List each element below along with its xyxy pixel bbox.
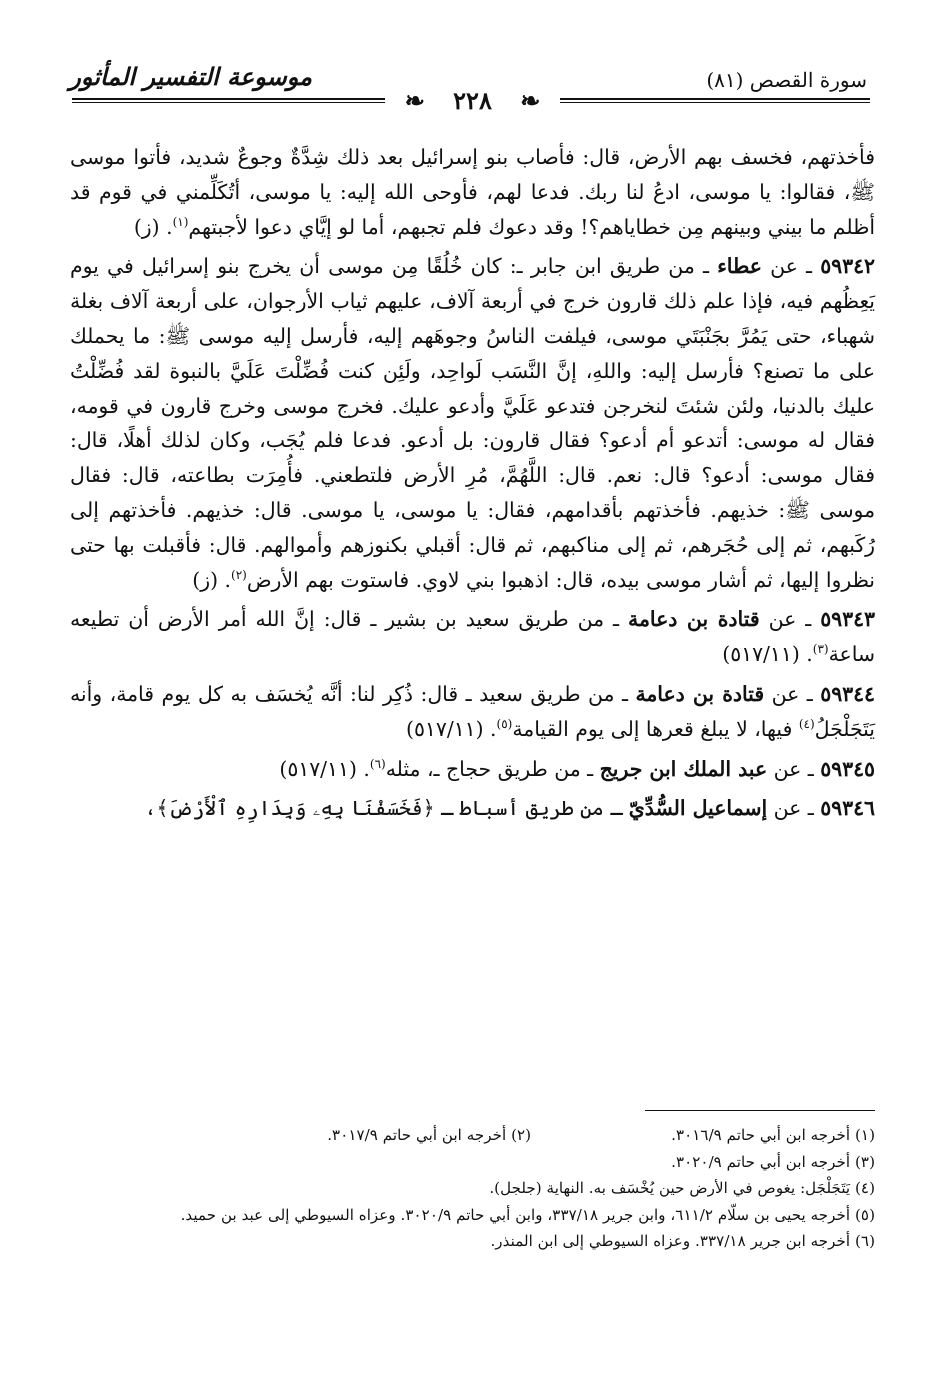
paragraph-continuation [70, 140, 875, 244]
narration-lead: ـ عن [759, 607, 821, 632]
footnote-5: (٥) أخرجه يحيى بن سلّام ٦١١/٢، وابن جرير ٣٣٧/١٨، وابن أبي حاتم ٣٠٢٠/٩. وعزاه السيوطي إلى عبد بن حميد. [180, 1205, 875, 1224]
narration-tail: . (٥١٧/١١) [279, 756, 370, 781]
narration-text: ـ من طريق أسباط ـ ﴿فَخَسَفْنَا بِهِۦ وَبِدَارِهِ ٱلْأَرْضَ﴾، [144, 796, 629, 821]
narration-text: ـ من طريق سعيد ـ قال: ذُكِر لنا: أنَّه يُخسَف به كل يوم قامة، وأنه يَتَجَلْجَلُ [70, 681, 875, 741]
footnote-rule [645, 1110, 875, 1111]
footnotes [70, 1122, 875, 1255]
narrator-name: قتادة بن دعامة [628, 607, 760, 632]
narration-number: ٥٩٣٤٥ [820, 756, 875, 781]
narration-text: ـ من طريق حجاج ـ، مثله [385, 756, 600, 781]
footnote-ref: (٣) [812, 642, 829, 657]
footnote-3: (٣) أخرجه ابن أبي حاتم ٣٠٢٠/٩. [671, 1152, 875, 1171]
footnote-ref: (٢) [231, 567, 247, 582]
narration-text: ـ من طريق سعيد بن بشير ـ قال: إنَّ الله أمر الأرض أن تطيعه ساعة [70, 607, 875, 667]
main-text [70, 140, 875, 826]
narration-tail: . (٥١٧/١١) [406, 716, 497, 741]
narration-number: ٥٩٣٤٣ [820, 607, 875, 632]
narration-lead: ـ عن [761, 254, 821, 279]
paragraph-text: فأخذتهم، فخسف بهم الأرض، قال: فأصاب بنو إسرائيل بعد ذلك شِدَّةٌ وجوعٌ شديد، فأتوا موسى ﷺ، فقالوا: يا موسى، ادعُ لنا ربك. فدعا لهم، فأوحى الله إليه: يا موسى، أتُكَلِّمني في قوم قد أظلم ما بيني وبينهم مِن خطاياهم؟! وقد دعوك فلم تجبهم، أما لو إيَّاي دعوا لأجبتهم [70, 145, 875, 239]
book-title-header: موسوعة التفسير المأثور [69, 62, 312, 91]
ornament-icon: ❧ [510, 86, 550, 115]
paragraph-tail: . (ز) [133, 214, 173, 239]
narration-59345 [70, 752, 875, 787]
narrator-name: إسماعيل السُّدِّيّ [628, 796, 768, 821]
footnote-ref: (٤) [798, 716, 815, 731]
footnote-2: (٢) أخرجه ابن أبي حاتم ٣٠١٧/٩. [327, 1126, 532, 1144]
narration-59344 [70, 677, 875, 747]
footnote-row [70, 1122, 875, 1149]
narration-lead: ـ عن [767, 796, 821, 821]
page-number-row [0, 86, 945, 115]
narrator-name: عطاء [717, 254, 762, 279]
ornament-icon: ❧ [395, 86, 435, 115]
narration-text-cont: فيها، لا يبلغ قعرها إلى يوم القيامة [512, 716, 799, 741]
narration-number: ٥٩٣٤٤ [820, 681, 876, 706]
narrator-name: عبد الملك ابن جريج [599, 756, 768, 781]
narration-number: ٥٩٣٤٢ [820, 254, 875, 279]
narration-tail: . (ز) [192, 567, 231, 592]
narration-59343 [70, 602, 875, 672]
footnote-ref: (٥) [496, 716, 513, 731]
narration-text: ـ من طريق ابن جابر ـ: كان خُلُقًا مِن موسى أن يخرج بنو إسرائيل في يوم يَعِظُهم فيه، فإذا علم ذلك قارون خرج في أربعة آلاف، عليهم ثياب الأرجوان، على أربعة آلاف بغلة شهباء، حتى يَمُرَّ بجَنْبَتَي موسى، فيلفت الناسُ وجوهَهم إليه، فأرسل إليه موسى ﷺ: ما يحملك على ما تصنع؟ فأرسل إليه: واللهِ، إنَّ النَّسَب لَواحِد، ولَئِن كنت فُضِّلْتَ عَلَيَّ بالنبوة لقد فُضِّلْتُ عليك بالدنيا، ولئن شئتَ لنخرجن فتدعو عَلَيَّ وأدعو عليك. فخرج موسى وخرج قارون في قومه، فقال له موسى: أتدعو أم أدعو؟ فقال قارون: بل أدعو. فدعا فلم يُجَب، وكان لذلك أهلًا، قال: فقال موسى: أدعو؟ قال: نعم. قال: اللَّهُمَّ، مُرِ الأرض فلتطعني. فأُمِرَت بطاعته، قال: فقال موسى ﷺ: خذيهم. فأخذتهم بأقدامهم، فقال: يا موسى، يا موسى. قال: خذيهم. فأخذتهم إلى رُكَبهم، ثم إلى حُجَرهم، ثم إلى مناكبهم، ثم قال: أقبلي بكنوزهم وأموالهم. قال: فأقبلت بها حتى نظروا إليها، ثم أشار موسى بيده، قال: اذهبوا بني لاوي. فاستوت بهم الأرض [70, 254, 875, 592]
narrator-name: قتادة بن دعامة [635, 681, 765, 706]
footnote-6: (٦) أخرجه ابن جرير ٣٣٧/١٨. وعزاه السيوطي إلى ابن المنذر. [490, 1232, 875, 1250]
page-number-box [385, 86, 561, 115]
footnote-4: (٤) يَتَجَلْجَل: يغوص في الأرض حين يُخْسَف به. النهاية (جلجل). [489, 1179, 875, 1197]
narration-tail: . (٥١٧/١١) [722, 642, 813, 667]
footnote-1: (١) أخرجه ابن أبي حاتم ٣٠١٦/٩. [671, 1126, 875, 1144]
narration-number: ٥٩٣٤٦ [820, 796, 875, 821]
narration-lead: ـ عن [767, 756, 821, 781]
narration-59342 [70, 249, 875, 597]
narration-lead: ـ عن [764, 681, 821, 706]
footnote-ref: (١) [172, 214, 189, 229]
surah-header: سورة القصص (٨١) [706, 68, 867, 92]
narration-59346 [70, 791, 875, 826]
footnote-ref: (٦) [369, 756, 386, 771]
page-number: ٢٢٨ [443, 86, 502, 115]
